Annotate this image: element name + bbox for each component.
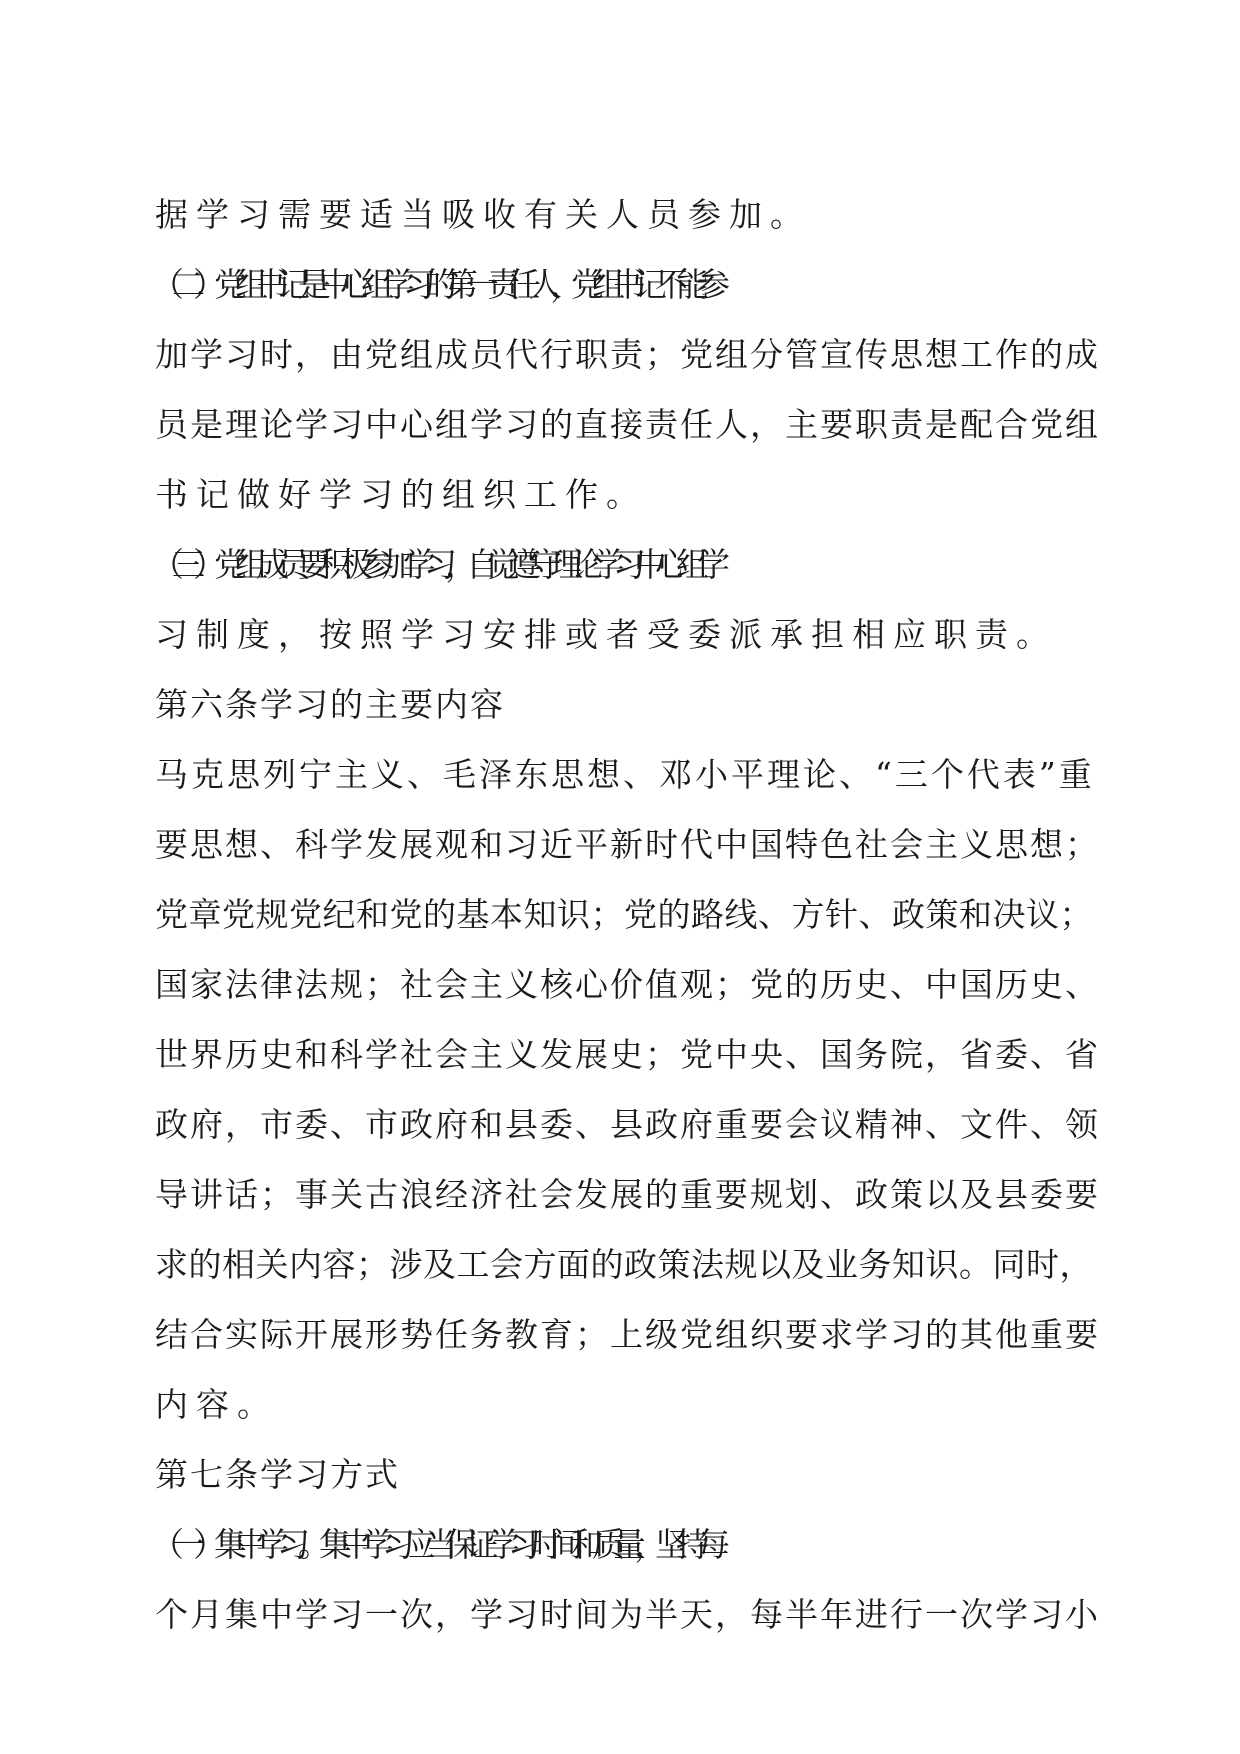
paragraph-line: 党章党规党纪和党的基本知识；党的路线、方针、政策和决议； [155,895,1093,934]
paragraph-line: 据学习需要适当吸收有关人员参加。 [155,195,811,234]
section-heading: 第六条学习的主要内容 [155,685,505,724]
paragraph-line: 世界历史和科学社会主义发展史；党中央、国务院，省委、省 [155,1035,1100,1074]
paragraph-line: 内容。 [155,1385,278,1424]
paragraph-line: 政府，市委、市政府和县委、县政府重要会议精神、文件、领 [155,1105,1100,1144]
paragraph-line: 马克思列宁主义、毛泽东思想、邓小平理论、“三个代表”重 [155,755,1095,794]
paragraph-line: 要思想、科学发展观和习近平新时代中国特色社会主义思想； [155,825,1100,864]
paragraph-line: 国家法律法规；社会主义核心价值观；党的历史、中国历史、 [155,965,1100,1004]
paragraph-line: 个月集中学习一次，学习时间为半天，每半年进行一次学习小 [155,1595,1100,1634]
paragraph-line: （三）党组成员要积极参加学习，自觉遵守理论学习中心组学 [151,545,718,584]
section-heading: 第七条学习方式 [155,1455,400,1494]
document-body [151,180,1105,1650]
paragraph-line: （一）集中学习。集中学习应当保证学习时间和质量，坚持每 [151,1525,718,1564]
paragraph-line: 员是理论学习中心组学习的直接责任人，主要职责是配合党组 [155,405,1100,444]
paragraph-line: （二）党组书记是中心组学习的第一责任人，党组书记不能参 [151,265,718,304]
paragraph-line: 加学习时，由党组成员代行职责；党组分管宣传思想工作的成 [155,335,1100,374]
paragraph-line: 结合实际开展形势任务教育；上级党组织要求学习的其他重要 [155,1315,1100,1354]
paragraph-line: 求的相关内容；涉及工会方面的政策法规以及业务知识。同时， [155,1245,1093,1284]
paragraph-line: 导讲话；事关古浪经济社会发展的重要规划、政策以及县委要 [155,1175,1100,1214]
paragraph-line: 书记做好学习的组织工作。 [155,475,647,514]
paragraph-line: 习制度，按照学习安排或者受委派承担相应职责。 [155,615,1057,654]
